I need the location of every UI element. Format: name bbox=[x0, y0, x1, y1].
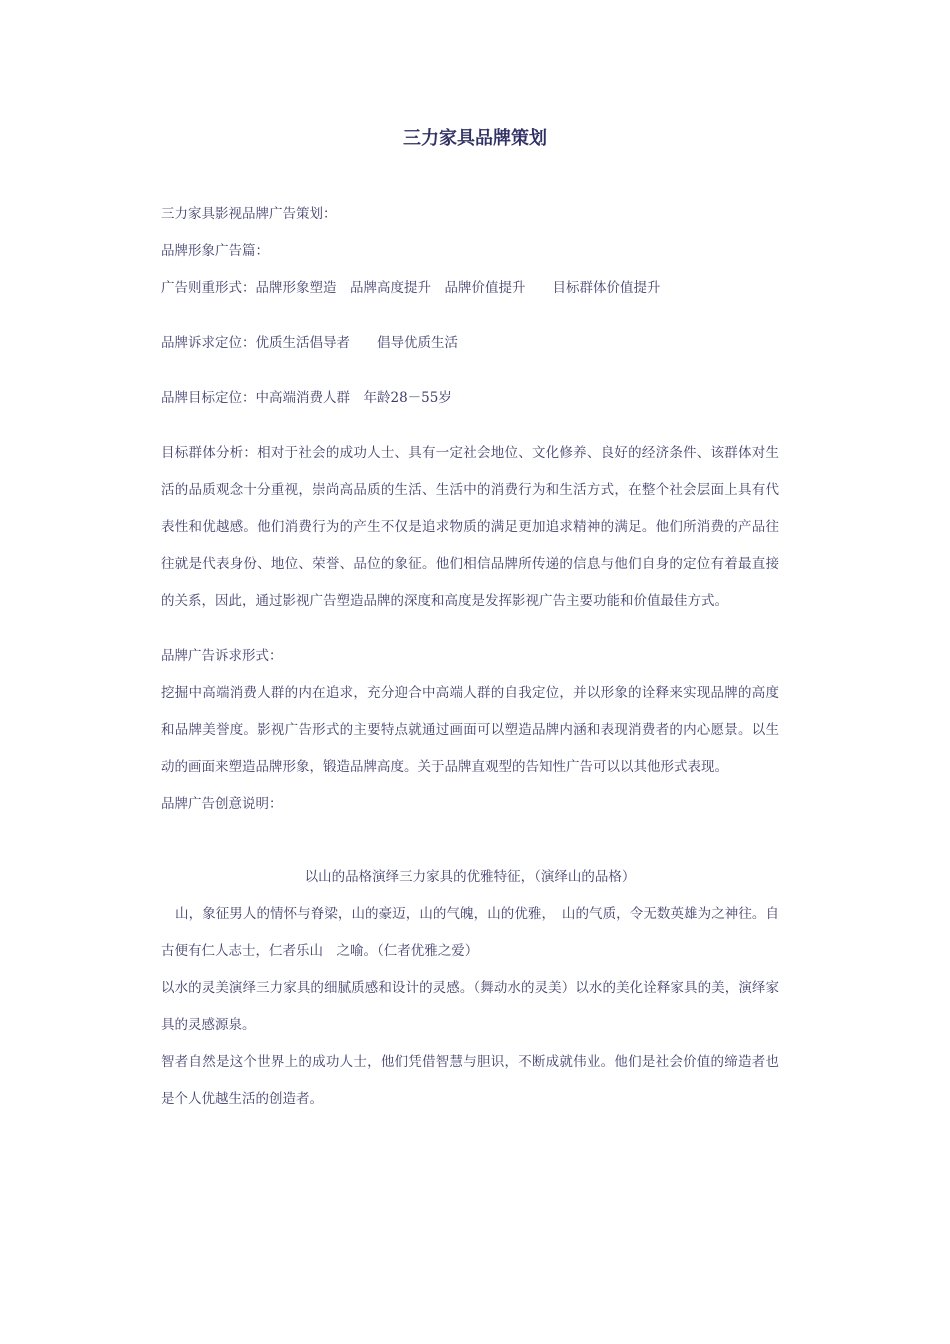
paragraph-ad-form: 广告则重形式：品牌形象塑造 品牌高度提升 品牌价值提升 目标群体价值提升 bbox=[161, 280, 661, 296]
paragraph-water: 以水的灵美演绎三力家具的细腻质感和设计的灵感。（舞动水的灵美）以水的美化诠释家具的美，演绎家具的灵感源泉。 bbox=[161, 980, 779, 1033]
document-body bbox=[161, 196, 779, 1118]
document-title: 三力家具品牌策划 bbox=[403, 128, 547, 149]
paragraph-wise: 智者自然是这个世界上的成功人士，他们凭借智慧与胆识，不断成就伟业。他们是社会价值的缔造者也是个人优越生活的创造者。 bbox=[161, 1054, 779, 1107]
paragraph-mountain: 山，象征男人的情怀与脊梁，山的豪迈，山的气魄，山的优雅， 山的气质，令无数英雄为之神往。自古便有仁人志士，仁者乐山 之喻。（仁者优雅之爱） bbox=[161, 906, 779, 959]
paragraph-target-analysis: 目标群体分析：相对于社会的成功人士、具有一定社会地位、文化修养、良好的经济条件、该群体对生活的品质观念十分重视，崇尚高品质的生活、生活中的消费行为和生活方式，在整个社会层面上具有代表性和优越感。他们消费行为的产生不仅是追求物质的满足更加追求精神的满足。他们所消费的产品往往就是代表身份、地位、荣誉、品位的象征。他们相信品牌所传递的信息与他们自身的定位有着最直接的关系，因此，通过影视广告塑造品牌的深度和高度是发挥影视广告主要功能和价值最佳方式。 bbox=[161, 445, 779, 609]
paragraph-creative-heading: 品牌广告创意说明： bbox=[161, 796, 283, 812]
paragraph-appeal-form-heading: 品牌广告诉求形式： bbox=[161, 648, 283, 664]
paragraph-image-ad: 品牌形象广告篇： bbox=[161, 243, 269, 259]
paragraph-target-position: 品牌目标定位：中高端消费人群 年龄28－55岁 bbox=[161, 390, 452, 406]
paragraph-intro: 三力家具影视品牌广告策划： bbox=[161, 206, 337, 222]
paragraph-appeal-position: 品牌诉求定位：优质生活倡导者 倡导优质生活 bbox=[161, 335, 458, 351]
paragraph-appeal-form: 挖掘中高端消费人群的内在追求，充分迎合中高端人群的自我定位，并以形象的诠释来实现品牌的高度和品牌美誉度。影视广告形式的主要特点就通过画面可以塑造品牌内涵和表现消费者的内心愿景。以生动的画面来塑造品牌形象，锻造品牌高度。关于品牌直观型的告知性广告可以以其他形式表现。 bbox=[161, 685, 779, 775]
paragraph-mountain-heading: 以山的品格演绎三力家具的优雅特征，（演绎山的品格） bbox=[304, 869, 636, 885]
